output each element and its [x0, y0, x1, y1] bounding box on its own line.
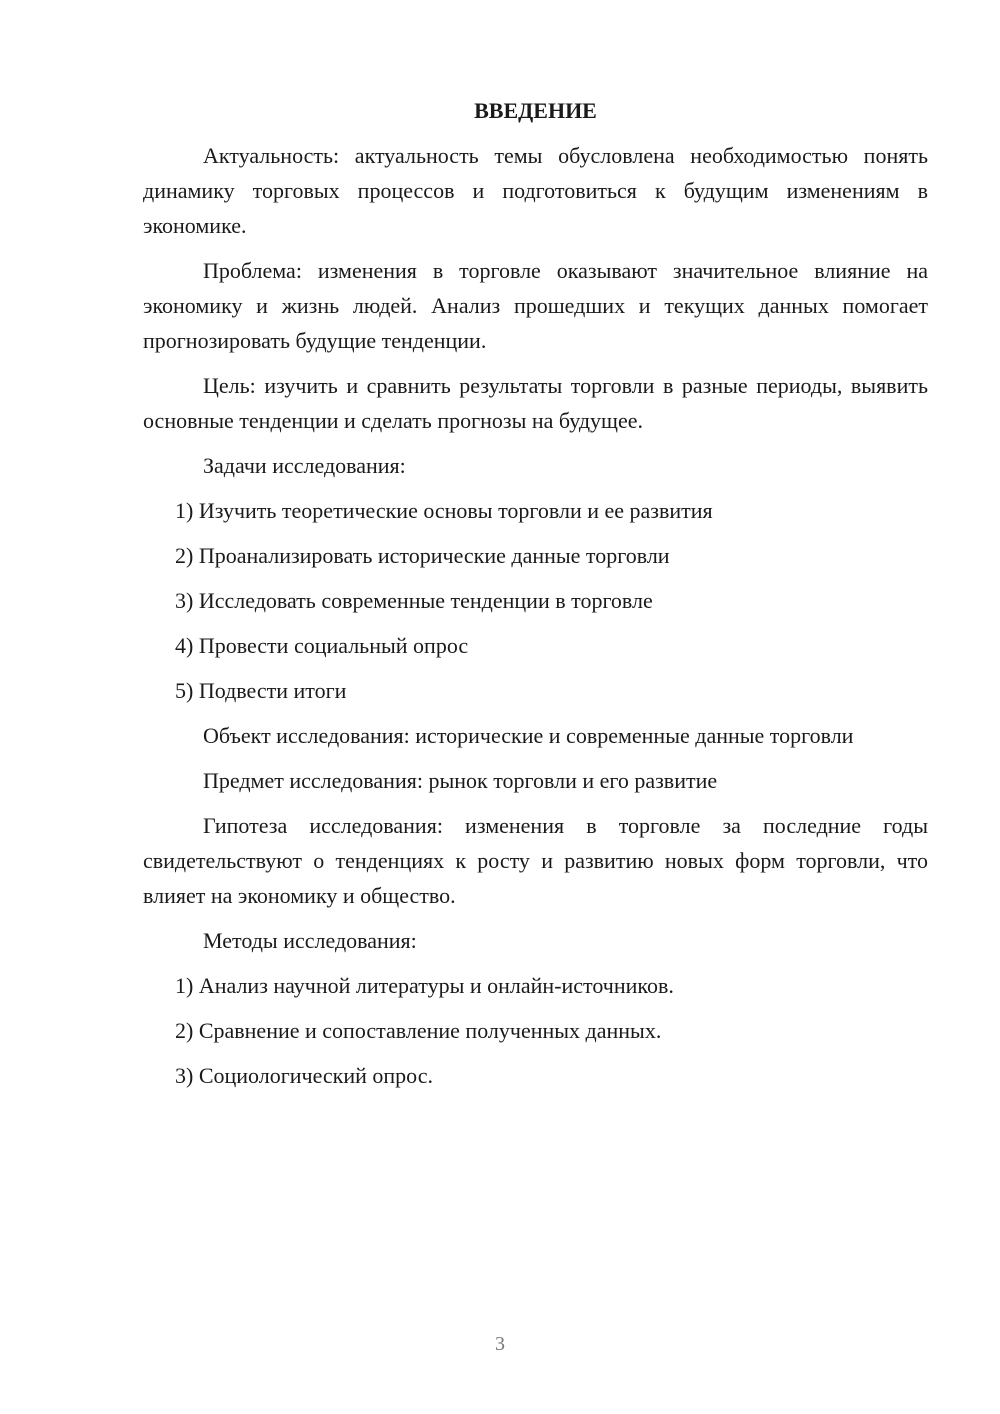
method-item-3: 3) Социологический опрос.	[175, 1063, 433, 1088]
method-item-1: 1) Анализ научной литературы и онлайн-источников.	[175, 973, 674, 998]
task-item-4: 4) Провести социальный опрос	[175, 633, 469, 658]
methods-heading: Методы исследования:	[203, 928, 417, 953]
page-number: 3	[495, 1333, 505, 1355]
goal-paragraph: Цель: изучить и сравнить результаты торговли в разные периоды, выявить основные тенденции и сделать прогнозы на будущее.	[143, 373, 928, 433]
object-paragraph: Объект исследования: исторические и современные данные торговли	[203, 723, 854, 748]
document-page	[143, 96, 928, 1103]
task-item-2: 2) Проанализировать исторические данные торговли	[175, 543, 670, 568]
problem-paragraph: Проблема: изменения в торговле оказывают значительное влияние на экономику и жизнь людей. Анализ прошедших и текущих данных помогает прогнозировать будущие тенденции.	[143, 258, 928, 353]
subject-paragraph: Предмет исследования: рынок торговли и его развитие	[203, 768, 718, 793]
tasks-heading: Задачи исследования:	[203, 453, 406, 478]
relevance-paragraph: Актуальность: актуальность темы обусловлена необходимостью понять динамику торговых процессов и подготовиться к будущим изменениям в экономике.	[143, 143, 928, 238]
section-title: ВВЕДЕНИЕ	[474, 98, 597, 123]
method-item-2: 2) Сравнение и сопоставление полученных данных.	[175, 1018, 662, 1043]
task-item-1: 1) Изучить теоретические основы торговли и ее развития	[175, 498, 713, 523]
task-item-3: 3) Исследовать современные тенденции в торговле	[175, 588, 653, 613]
hypothesis-paragraph: Гипотеза исследования: изменения в торговле за последние годы свидетельствуют о тенденциях к росту и развитию новых форм торговли, что влияет на экономику и общество.	[143, 813, 928, 908]
task-item-5: 5) Подвести итоги	[175, 678, 347, 703]
